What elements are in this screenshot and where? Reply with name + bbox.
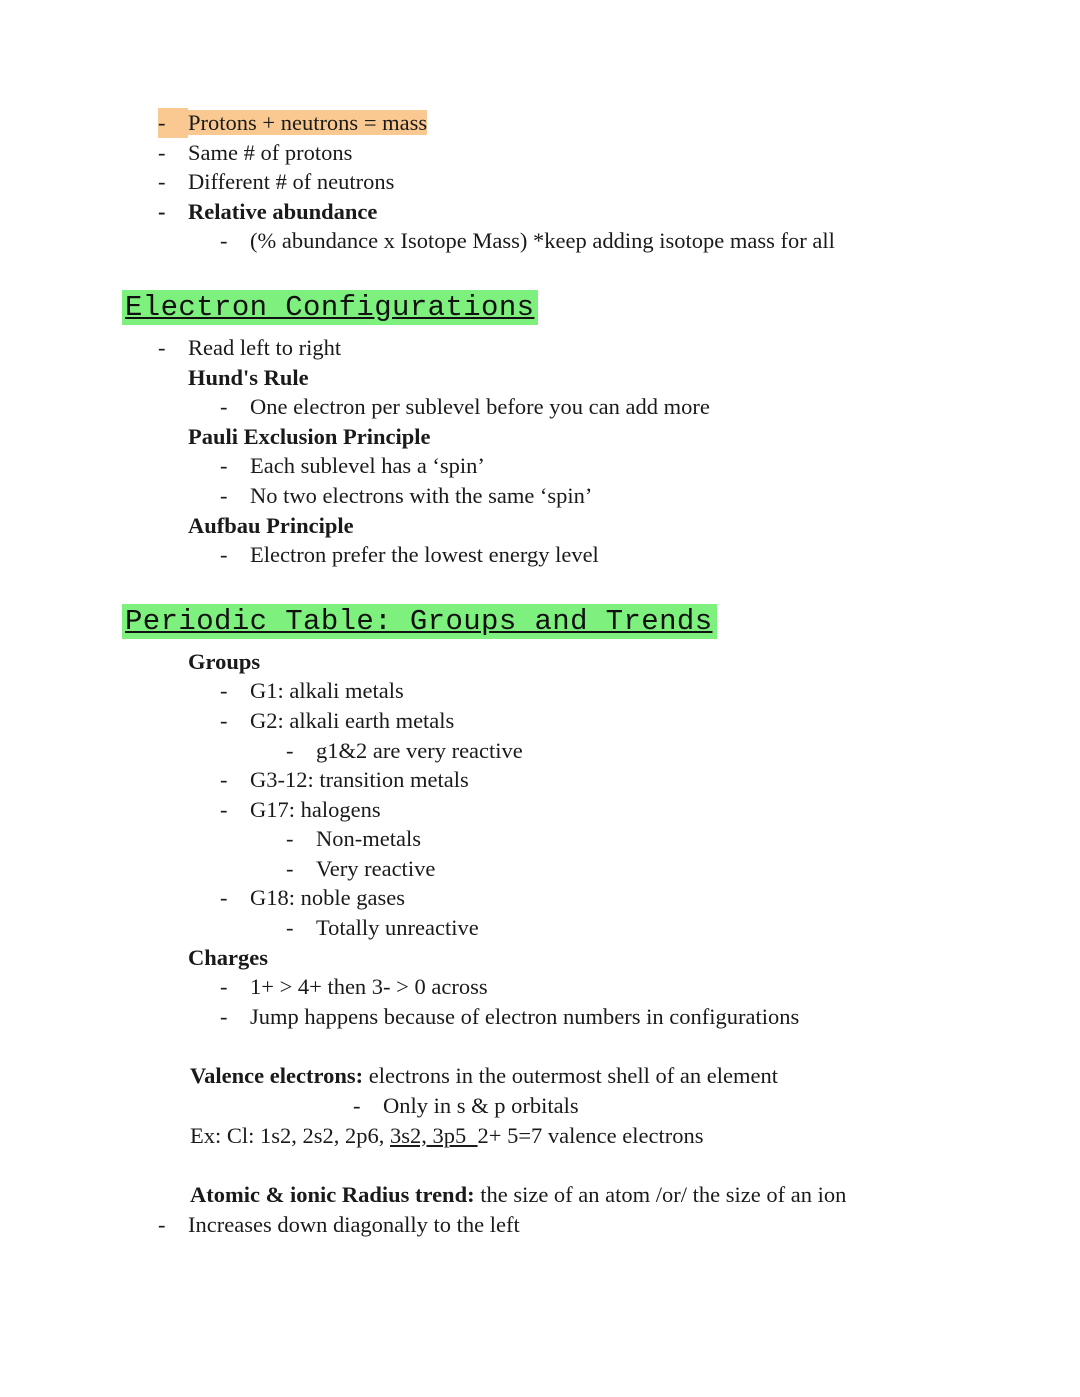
list-item <box>0 1091 1080 1121</box>
intro-list <box>0 108 1080 256</box>
list-item-label: G2: alkali earth metals <box>250 707 455 733</box>
example-prefix: Ex: Cl: 1s2, 2s2, 2p6, <box>190 1122 391 1148</box>
list-item-label: G3-12: transition metals <box>250 767 469 793</box>
list-item <box>0 765 1080 795</box>
list-item-label: Very reactive <box>316 855 436 881</box>
subheading-row <box>0 363 1080 393</box>
list-item-label: G17: halogens <box>250 796 381 822</box>
example-suffix: 2+ 5=7 valence electrons <box>477 1122 704 1148</box>
list-item <box>0 736 1080 766</box>
document-body <box>0 108 1080 1239</box>
list-item-label: No two electrons with the same ‘spin’ <box>250 482 593 508</box>
section-periodic-table <box>0 604 1080 1032</box>
section-heading-wrap <box>0 604 1080 639</box>
list-item-label: G18: noble gases <box>250 885 405 911</box>
list-item <box>0 883 1080 913</box>
bullet-dash: - <box>286 915 294 941</box>
list-item <box>0 451 1080 481</box>
bullet-dash: - <box>158 108 188 138</box>
bullet-dash: - <box>220 542 228 568</box>
bullet-dash: - <box>220 796 228 822</box>
valence-term: Valence electrons: <box>190 1063 364 1089</box>
subheading-label: Groups <box>188 648 261 674</box>
list-item <box>0 854 1080 884</box>
list-item <box>0 197 1080 227</box>
bullet-dash: - <box>286 737 294 763</box>
valence-definition: electrons in the outermost shell of an element <box>363 1063 778 1089</box>
list-item-label: Relative abundance <box>188 198 378 224</box>
list-item-label: 1+ > 4+ then 3- > 0 across <box>250 974 488 1000</box>
list-item <box>0 1002 1080 1032</box>
subheading-row <box>0 422 1080 452</box>
list-item-label: Each sublevel has a ‘spin’ <box>250 453 485 479</box>
list-item <box>0 333 1080 363</box>
list-item <box>0 167 1080 197</box>
bullet-dash: - <box>158 169 166 195</box>
bullet-dash: - <box>286 855 294 881</box>
bullet-dash: - <box>158 139 166 165</box>
bullet-dash: - <box>158 198 166 224</box>
list-item <box>0 481 1080 511</box>
list-item <box>0 795 1080 825</box>
subheading-row <box>0 647 1080 677</box>
list-item <box>0 676 1080 706</box>
example-underlined-orbitals: 3s2, 3p5 <box>390 1122 478 1148</box>
list-item-label: Non-metals <box>316 826 421 852</box>
list-item-label: Jump happens because of electron numbers in configurations <box>250 1003 800 1029</box>
subheading-row <box>0 511 1080 541</box>
list-item <box>0 138 1080 168</box>
bullet-dash: - <box>286 826 294 852</box>
list-item <box>0 824 1080 854</box>
valence-electrons-block <box>0 1061 1080 1150</box>
bullet-dash: - <box>158 334 166 360</box>
list-item-label: Protons + neutrons = mass <box>188 110 428 135</box>
subheading-label: Aufbau Principle <box>188 512 354 538</box>
section-heading-wrap <box>0 290 1080 325</box>
section-heading: Electron Configurations <box>122 290 538 325</box>
list-item <box>0 226 1080 256</box>
list-item-label: One electron per sublevel before you can add more <box>250 394 710 420</box>
radius-definition: the size of an atom /or/ the size of an ion <box>474 1182 847 1208</box>
list-item-label: (% abundance x Isotope Mass) *keep adding isotope mass for all <box>250 228 835 254</box>
subheading-label: Hund's Rule <box>188 364 309 390</box>
list-item-label: Electron prefer the lowest energy level <box>250 542 599 568</box>
list-item <box>0 540 1080 570</box>
list-item-label: Same # of protons <box>188 139 353 165</box>
radius-term: Atomic & ionic Radius trend: <box>190 1182 475 1208</box>
list-item <box>0 1210 1080 1240</box>
subheading-row <box>0 943 1080 973</box>
list-item <box>0 108 1080 138</box>
bullet-dash: - <box>220 482 228 508</box>
list-item <box>0 913 1080 943</box>
bullet-dash: - <box>220 707 228 733</box>
radius-definition-line <box>0 1180 1080 1210</box>
valence-example-line <box>0 1121 1080 1151</box>
list-item-label: Read left to right <box>188 334 342 360</box>
section-electron-configurations <box>0 290 1080 570</box>
list-item-label: Only in s & p orbitals <box>383 1093 579 1119</box>
list-item <box>0 392 1080 422</box>
bullet-dash: - <box>220 228 228 254</box>
section-heading: Periodic Table: Groups and Trends <box>122 604 717 639</box>
bullet-dash: - <box>220 1003 228 1029</box>
bullet-dash: - <box>220 767 228 793</box>
list-item-label: Increases down diagonally to the left <box>188 1211 520 1237</box>
bullet-dash: - <box>353 1093 361 1119</box>
bullet-dash: - <box>220 394 228 420</box>
bullet-dash: - <box>220 678 228 704</box>
bullet-dash: - <box>220 885 228 911</box>
bullet-dash: - <box>220 974 228 1000</box>
atomic-radius-block <box>0 1180 1080 1239</box>
valence-definition-line <box>0 1061 1080 1091</box>
bullet-dash: - <box>158 1211 166 1237</box>
bullet-dash: - <box>220 453 228 479</box>
list-item-label: g1&2 are very reactive <box>316 737 523 763</box>
list-item <box>0 972 1080 1002</box>
list-item-label: G1: alkali metals <box>250 678 404 704</box>
subheading-label: Charges <box>188 944 268 970</box>
list-item <box>0 706 1080 736</box>
list-item-label: Totally unreactive <box>316 915 479 941</box>
list-item-label: Different # of neutrons <box>188 169 395 195</box>
subheading-label: Pauli Exclusion Principle <box>188 423 431 449</box>
